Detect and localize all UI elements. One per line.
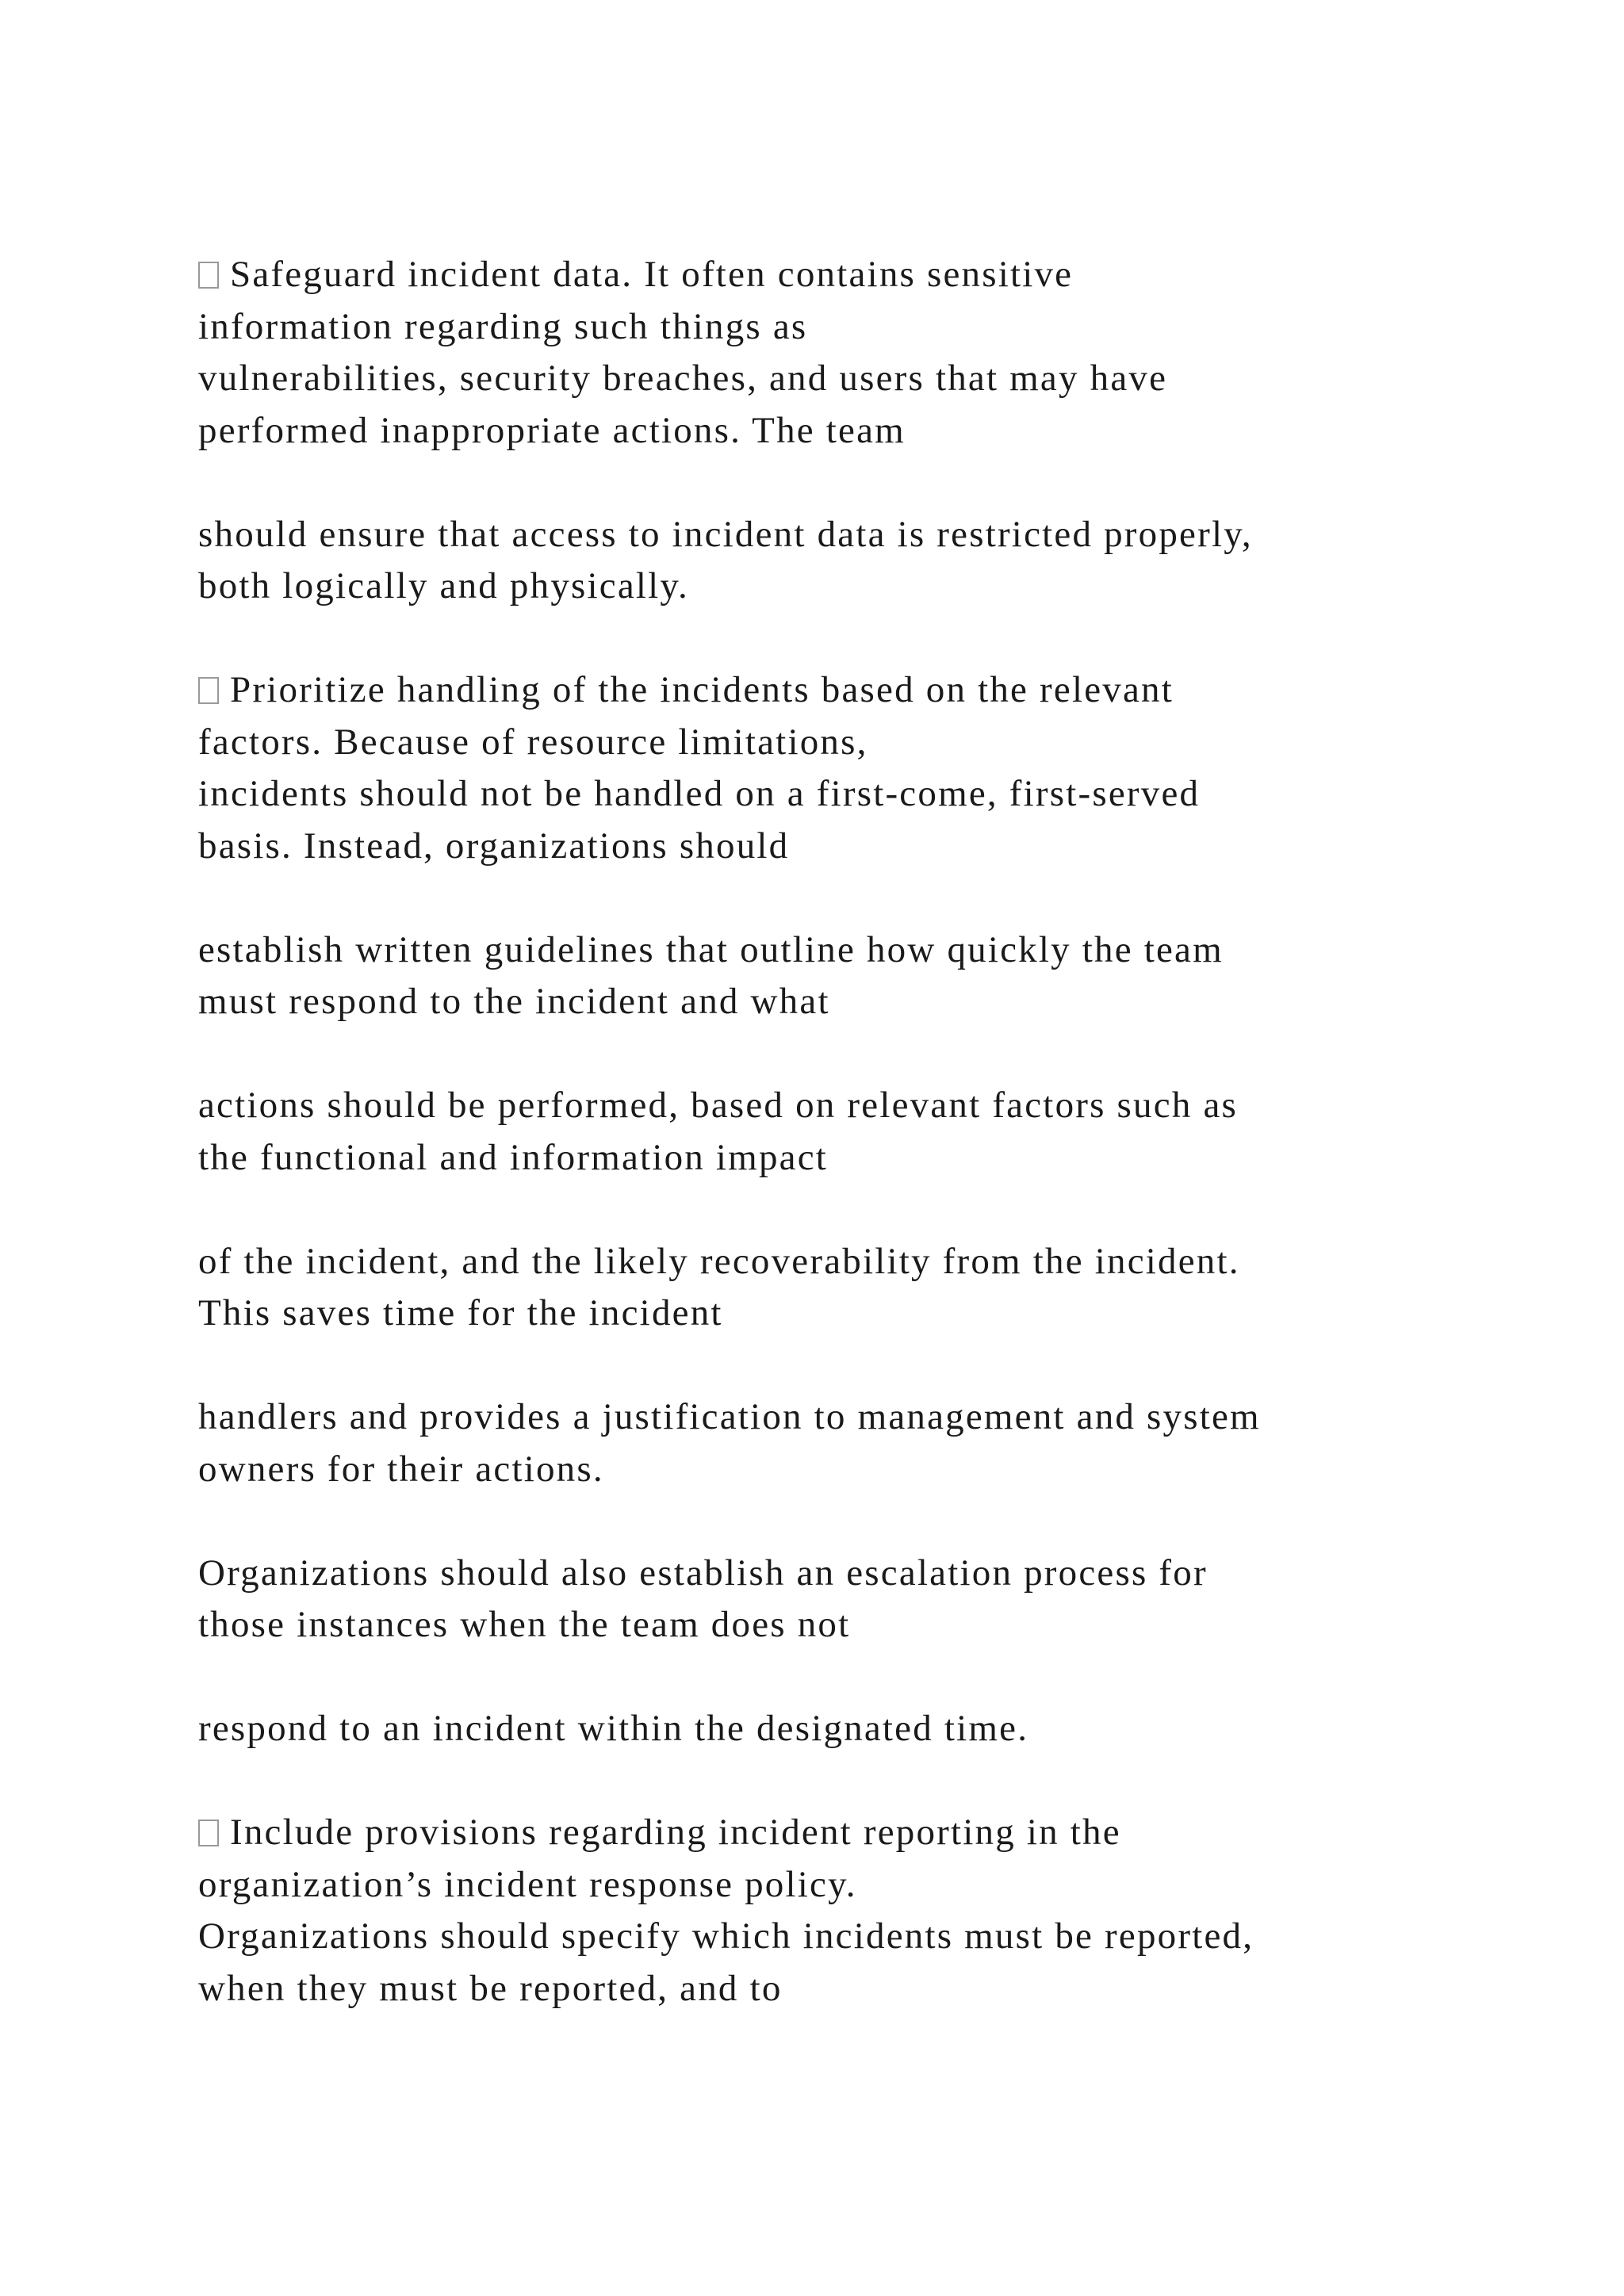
line-text: performed inappropriate actions. The team	[198, 409, 906, 451]
text-line	[198, 821, 1610, 873]
line-text: owners for their actions.	[198, 1448, 604, 1490]
text-line	[198, 1288, 1610, 1340]
line-text: the functional and information impact	[198, 1136, 829, 1178]
text-line	[198, 1859, 1610, 1911]
line-text: Organizations should specify which incidents must be reported,	[198, 1915, 1254, 1957]
line-text: organization’s incident response policy.	[198, 1863, 857, 1905]
line-text: those instances when the team does not	[198, 1604, 851, 1645]
text-line	[198, 1444, 1610, 1496]
text-line	[198, 1132, 1610, 1184]
text-line	[198, 768, 1610, 821]
blank-line	[198, 457, 1610, 509]
text-line	[198, 1080, 1610, 1132]
blank-line	[198, 1184, 1610, 1236]
blank-line	[198, 1755, 1610, 1808]
line-text: actions should be performed, based on relevant factors such as	[198, 1085, 1239, 1126]
text-line	[198, 301, 1610, 354]
line-text: establish written guidelines that outline how quickly the team	[198, 928, 1224, 970]
missing-glyph-bullet-icon	[198, 677, 219, 704]
text-line	[198, 509, 1610, 561]
line-text: handlers and provides a justification to management and system	[198, 1396, 1261, 1437]
blank-line	[198, 613, 1610, 665]
line-text: both logically and physically.	[198, 565, 690, 607]
text-line	[198, 1911, 1610, 1963]
blank-line	[198, 872, 1610, 924]
text-line	[198, 717, 1610, 769]
text-line	[198, 1963, 1610, 2015]
line-text: when they must be reported, and to	[198, 1967, 783, 2009]
blank-line	[198, 1340, 1610, 1392]
text-line	[198, 924, 1610, 977]
blank-line	[198, 1495, 1610, 1548]
missing-glyph-bullet-icon	[198, 262, 219, 289]
line-text: should ensure that access to incident data is restricted properly,	[198, 513, 1253, 555]
text-line	[198, 976, 1610, 1028]
text-line	[198, 1599, 1610, 1651]
line-text: Organizations should also establish an escalation process for	[198, 1552, 1208, 1594]
line-text: Prioritize handling of the incidents based on the relevant	[230, 669, 1174, 710]
line-text: respond to an incident within the designated time.	[198, 1708, 1029, 1749]
blank-line	[198, 1651, 1610, 1704]
line-text: must respond to the incident and what	[198, 981, 830, 1022]
blank-line	[198, 1028, 1610, 1081]
missing-glyph-bullet-icon	[198, 1820, 219, 1846]
line-text: basis. Instead, organizations should	[198, 825, 790, 867]
text-line	[198, 1236, 1610, 1288]
text-line	[198, 1548, 1610, 1600]
line-text: of the incident, and the likely recoverability from the incident.	[198, 1240, 1240, 1282]
line-text: incidents should not be handled on a first-come, first-served	[198, 773, 1201, 814]
bullet-paragraph-line	[198, 664, 1610, 717]
line-text: vulnerabilities, security breaches, and users that may have	[198, 358, 1168, 399]
bullet-paragraph-line	[198, 1807, 1610, 1859]
text-line	[198, 405, 1610, 457]
text-line	[198, 1391, 1610, 1444]
line-text: Safeguard incident data. It often contains sensitive	[230, 254, 1074, 295]
text-line	[198, 561, 1610, 613]
document-body	[198, 249, 1610, 2015]
line-text: factors. Because of resource limitations,	[198, 721, 868, 763]
line-text: Include provisions regarding incident reporting in the	[230, 1812, 1121, 1853]
text-line	[198, 1703, 1610, 1755]
line-text: This saves time for the incident	[198, 1292, 723, 1334]
text-line	[198, 353, 1610, 405]
line-text: information regarding such things as	[198, 305, 808, 347]
bullet-paragraph-line	[198, 249, 1610, 301]
